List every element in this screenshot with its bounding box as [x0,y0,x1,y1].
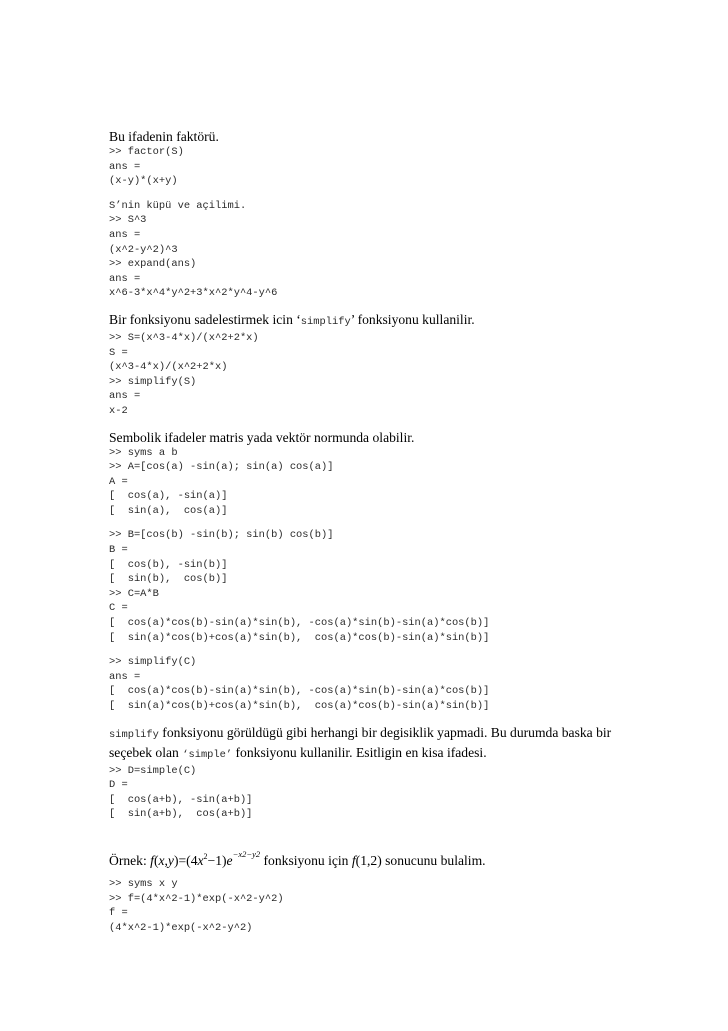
exponent: −x2−y2 [232,848,261,859]
code-line: >> expand(ans) [109,258,197,271]
code-line: [ sin(a)*cos(b)+cos(a)*sin(b), cos(a)*cos(b)-sin(a)*sin(b)] [109,700,490,712]
code-line: D = [109,779,128,792]
code-line: (x^2-y^2)^3 [109,243,178,256]
code-line: [ cos(b), -sin(b)] [109,558,228,571]
code-line: f = [109,907,128,920]
example-code [109,877,669,935]
code-line: >> syms a b [109,446,178,459]
code-line: >> C=A*B [109,587,159,600]
code-line: ans = [109,670,141,683]
code-line: ans = [109,160,141,173]
code-line: A = [109,475,128,488]
code-line: >> A=[cos(a) -sin(a); sin(a) cos(a)] [109,461,334,474]
matrix-c-code [109,655,669,713]
matrix-a-code [109,446,669,519]
simplify-code [109,331,669,419]
inline-code: ‘simple’ [182,748,233,761]
code-line: >> syms x y [109,877,178,890]
code-line: ans = [109,272,141,285]
code-line: S’nin küpü ve açilimi. [109,199,247,212]
cube-code [109,199,669,301]
code-line: [ cos(a)*cos(b)-sin(a)*sin(b), -cos(a)*sin(b)-sin(a)*cos(b)] [109,617,490,630]
code-line: (4*x^2-1)*exp(-x^2-y^2) [109,921,253,934]
code-line: >> S=(x^3-4*x)/(x^2+2*x) [109,331,259,344]
code-line: >> B=[cos(b) -sin(b); sin(b) cos(b)] [109,529,334,542]
document-page [109,128,669,935]
factor-code [109,145,669,189]
code-line: (x-y)*(x+y) [109,175,178,188]
code-line: ans = [109,228,141,241]
code-line: [ sin(a), cos(a)] [109,504,228,517]
code-line: [ cos(a+b), -sin(a+b)] [109,793,253,806]
code-line: (x^3-4*x)/(x^2+2*x) [109,361,228,374]
code-line: >> f=(4*x^2-1)*exp(-x^2-y^2) [109,892,284,905]
matrix-b-code [109,528,669,645]
inline-code: simplify [300,315,351,328]
simplify-heading: Bir fonksiyonu sadelestirmek icin ‘simplify’ fonksiyonu kullanilir. [109,311,475,328]
code-line: [ sin(b), cos(b)] [109,573,228,586]
code-line: >> factor(S) [109,146,184,158]
code-line: C = [109,602,128,615]
code-line: >> simplify(S) [109,375,197,388]
code-line: [ cos(a), -sin(a)] [109,490,228,503]
code-line: x-2 [109,404,128,417]
code-line: [ sin(a)*cos(b)+cos(a)*sin(b), cos(a)*cos(b)-sin(a)*sin(b)] [109,631,490,644]
code-line: x^6-3*x^4*y^2+3*x^2*y^4-y^6 [109,287,278,300]
matrix-heading: Sembolik ifadeler matris yada vektör normunda olabilir. [109,429,415,445]
code-line: >> S^3 [109,214,147,227]
code-line: B = [109,544,128,557]
simple-code [109,764,669,822]
inline-code: simplify [109,728,159,741]
code-line: >> simplify(C) [109,656,197,669]
simple-paragraph-line1: simplify fonksiyonu görüldügü gibi herhangi bir degisiklik yapmadi. Bu durumda baska bir [109,724,612,741]
simple-paragraph-line2: seçebek olan ‘simple’ fonksiyonu kullanilir. Esitligin en kisa ifadesi. [109,744,487,761]
example-heading: Örnek: $f(x,y)=(4x^2-1)e^{-x2-y2}$ fonksiyonu için f(1,2) sonucunu bulalim. [109,848,486,868]
code-line: >> D=simple(C) [109,764,197,777]
factor-heading: Bu ifadenin faktörü. [109,129,219,144]
code-line: [ cos(a)*cos(b)-sin(a)*sin(b), -cos(a)*sin(b)-sin(a)*cos(b)] [109,685,490,698]
code-line: S = [109,346,128,359]
code-line: [ sin(a+b), cos(a+b)] [109,808,253,821]
code-line: ans = [109,390,141,403]
